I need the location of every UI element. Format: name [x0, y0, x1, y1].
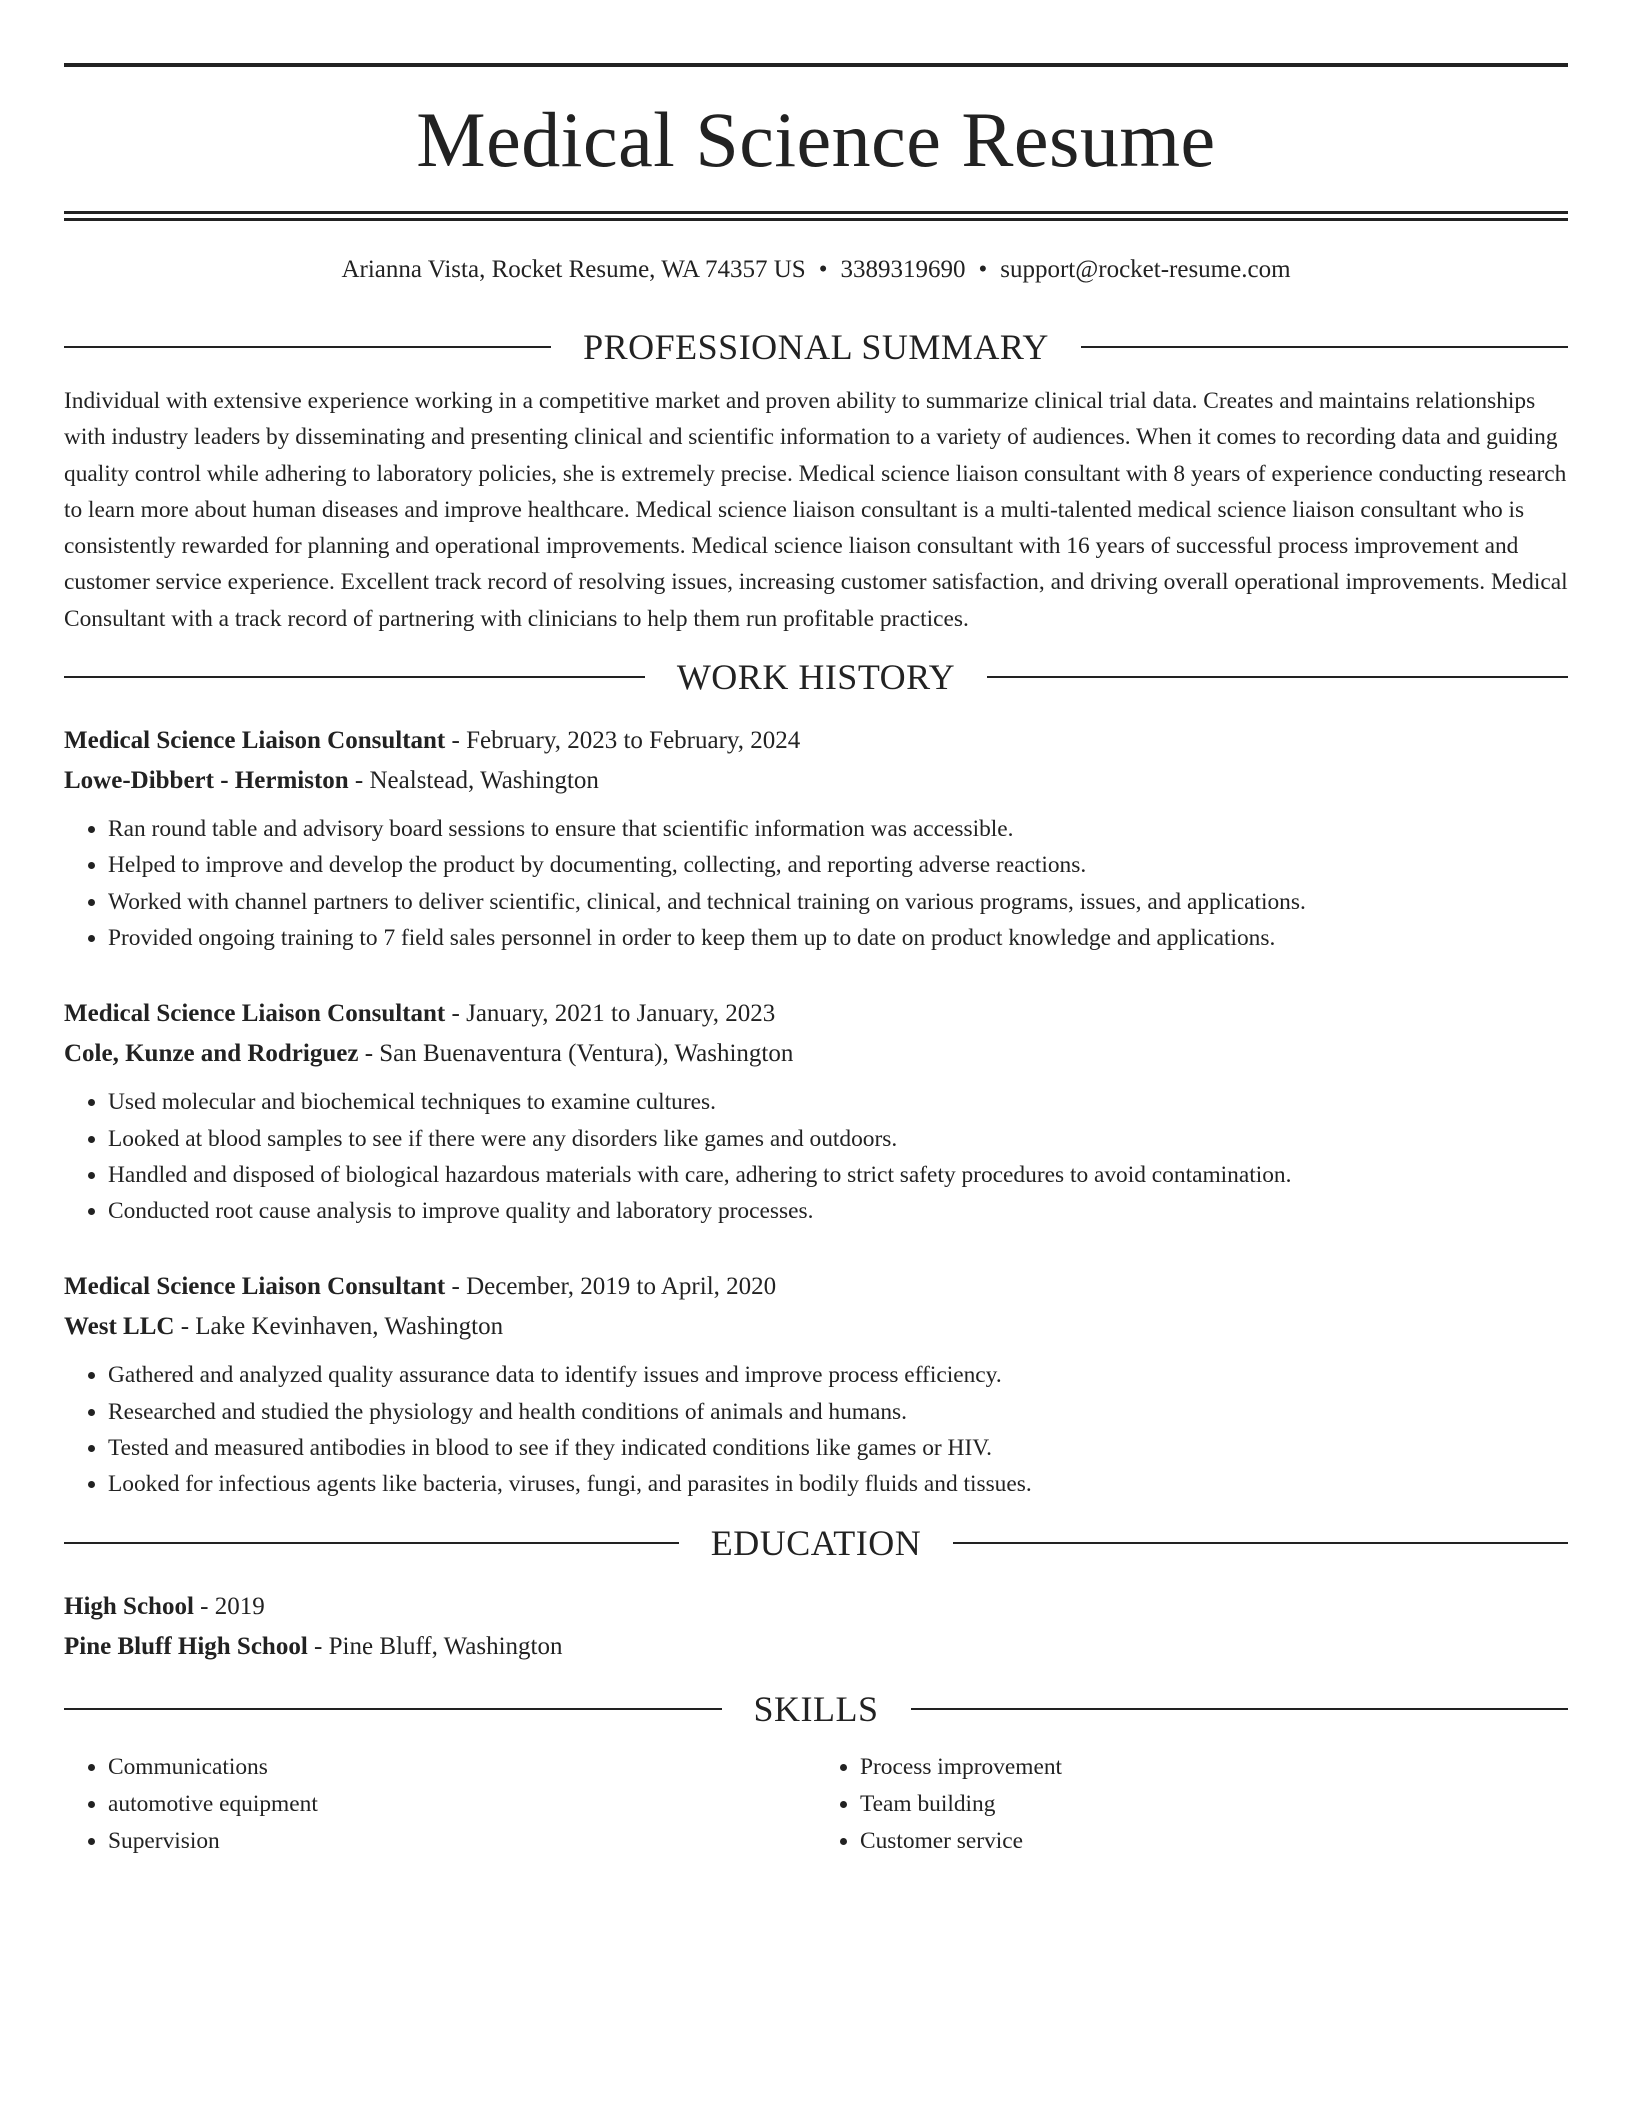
- job-dates: - February, 2023 to February, 2024: [445, 727, 801, 755]
- skill-item: • Process improvement: [860, 1749, 1568, 1786]
- list-item: • Worked with channel partners to deliver scientific, clinical, and technical training on various programs, issues, and applications.: [108, 884, 1568, 920]
- skills-section-header: [64, 1688, 1568, 1729]
- title-double-rule: [64, 211, 1568, 221]
- job-title-line: [64, 1267, 1568, 1307]
- job-company: Cole, Kunze and Rodriguez: [64, 1040, 359, 1068]
- skills-column-left: [64, 1749, 816, 1860]
- job-location: - San Buenaventura (Ventura), Washington: [358, 1040, 794, 1068]
- job-title: Medical Science Liaison Consultant: [64, 1000, 446, 1028]
- section-divider: [64, 676, 645, 678]
- job-company-line: [64, 1034, 1568, 1074]
- contact-line: [64, 255, 1568, 285]
- work-section-header: [64, 657, 1568, 698]
- skill-item: • Communications: [108, 1749, 816, 1786]
- skill-item: • Supervision: [108, 1823, 816, 1860]
- education-heading: EDUCATION: [710, 1522, 922, 1563]
- job-location: - Nealstead, Washington: [348, 767, 599, 795]
- summary-heading: PROFESSIONAL SUMMARY: [583, 327, 1049, 367]
- job-bullets: [64, 1357, 1568, 1502]
- job-entry: [64, 721, 1568, 956]
- education-degree-line: [64, 1587, 1568, 1627]
- job-company-line: [64, 1307, 1568, 1347]
- summary-text: Individual with extensive experience working in a competitive market and proven ability to summarize clinical trial data. Creates and maintains relationships with industry leaders by disseminating and presenting clinical and scientific information to a variety of audiences. When it comes to recording data and guiding quality control while adhering to laboratory policies, she is extremely precise. Medical science liaison consultant with 8 years of experience conducting research to learn more about human diseases and improve healthcare. Medical science liaison consultant is a multi-talented medical science liaison consultant who is consistently rewarded for planning and operational improvements. Medical science liaison consultant with 16 years of successful process improvement and customer service experience. Excellent track record of resolving issues, increasing customer satisfaction, and driving overall operational improvements. Medical Consultant with a track record of partnering with clinicians to help them run profitable practices.: [64, 388, 1568, 632]
- skills-grid: [64, 1749, 1568, 1860]
- skill-item: • Team building: [860, 1786, 1568, 1823]
- contact-phone: 3389319690: [840, 256, 966, 283]
- education-section-header: [64, 1522, 1568, 1563]
- job-dates: - December, 2019 to April, 2020: [445, 1273, 777, 1301]
- list-item: • Handled and disposed of biological hazardous materials with care, adhering to strict safety procedures to avoid contamination.: [108, 1157, 1568, 1193]
- education-degree: High School: [64, 1592, 194, 1620]
- section-divider: [953, 1542, 1568, 1544]
- list-item: • Ran round table and advisory board sessions to ensure that scientific information was accessible.: [108, 811, 1568, 847]
- list-item: • Looked at blood samples to see if there were any disorders like games and outdoors.: [108, 1121, 1568, 1157]
- job-title: Medical Science Liaison Consultant: [64, 727, 446, 755]
- job-dates: - January, 2021 to January, 2023: [445, 1000, 776, 1028]
- list-item: • Tested and measured antibodies in blood to see if they indicated conditions like games or HIV.: [108, 1430, 1568, 1466]
- list-item: • Looked for infectious agents like bacteria, viruses, fungi, and parasites in bodily fluids and tissues.: [108, 1466, 1568, 1502]
- contact-email: support@rocket-resume.com: [1000, 256, 1291, 283]
- education-year: - 2019: [193, 1592, 265, 1620]
- job-title-line: [64, 994, 1568, 1034]
- section-divider: [987, 676, 1568, 678]
- skill-item: • Customer service: [860, 1823, 1568, 1860]
- contact-separator: •: [818, 256, 828, 283]
- section-divider: [1081, 346, 1568, 348]
- list-item: • Provided ongoing training to 7 field sales personnel in order to keep them up to date on product knowledge and applications.: [108, 920, 1568, 956]
- education-school-line: [64, 1627, 1568, 1667]
- education-school: Pine Bluff High School: [64, 1632, 308, 1660]
- job-title: Medical Science Liaison Consultant: [64, 1273, 446, 1301]
- job-bullets: [64, 1084, 1568, 1229]
- job-entry: [64, 1267, 1568, 1502]
- job-bullets: [64, 811, 1568, 956]
- list-item: • Gathered and analyzed quality assurance data to identify issues and improve process efficiency.: [108, 1357, 1568, 1393]
- job-location: - Lake Kevinhaven, Washington: [174, 1313, 504, 1341]
- job-company: West LLC: [64, 1313, 175, 1341]
- contact-separator: •: [978, 256, 988, 283]
- skills-heading: SKILLS: [753, 1688, 879, 1729]
- summary-section-header: [64, 329, 1568, 365]
- list-item: • Conducted root cause analysis to improve quality and laboratory processes.: [108, 1193, 1568, 1229]
- education-entry: [64, 1587, 1568, 1667]
- section-divider: [911, 1708, 1569, 1710]
- list-item: • Used molecular and biochemical techniques to examine cultures.: [108, 1084, 1568, 1120]
- top-rule: [64, 63, 1568, 67]
- section-divider: [64, 1708, 722, 1710]
- skill-item: • automotive equipment: [108, 1786, 816, 1823]
- skills-column-right: [816, 1749, 1568, 1860]
- education-location: - Pine Bluff, Washington: [307, 1632, 563, 1660]
- job-company: Lowe-Dibbert - Hermiston: [64, 767, 349, 795]
- job-entry: [64, 994, 1568, 1229]
- section-divider: [64, 346, 551, 348]
- contact-address: Arianna Vista, Rocket Resume, WA 74357 US: [341, 256, 806, 283]
- job-company-line: [64, 761, 1568, 801]
- resume-title: Medical Science Resume: [416, 96, 1216, 183]
- list-item: • Researched and studied the physiology and health conditions of animals and humans.: [108, 1394, 1568, 1430]
- list-item: • Helped to improve and develop the product by documenting, collecting, and reporting adverse reactions.: [108, 847, 1568, 883]
- job-title-line: [64, 721, 1568, 761]
- section-divider: [64, 1542, 679, 1544]
- work-heading: WORK HISTORY: [676, 657, 956, 698]
